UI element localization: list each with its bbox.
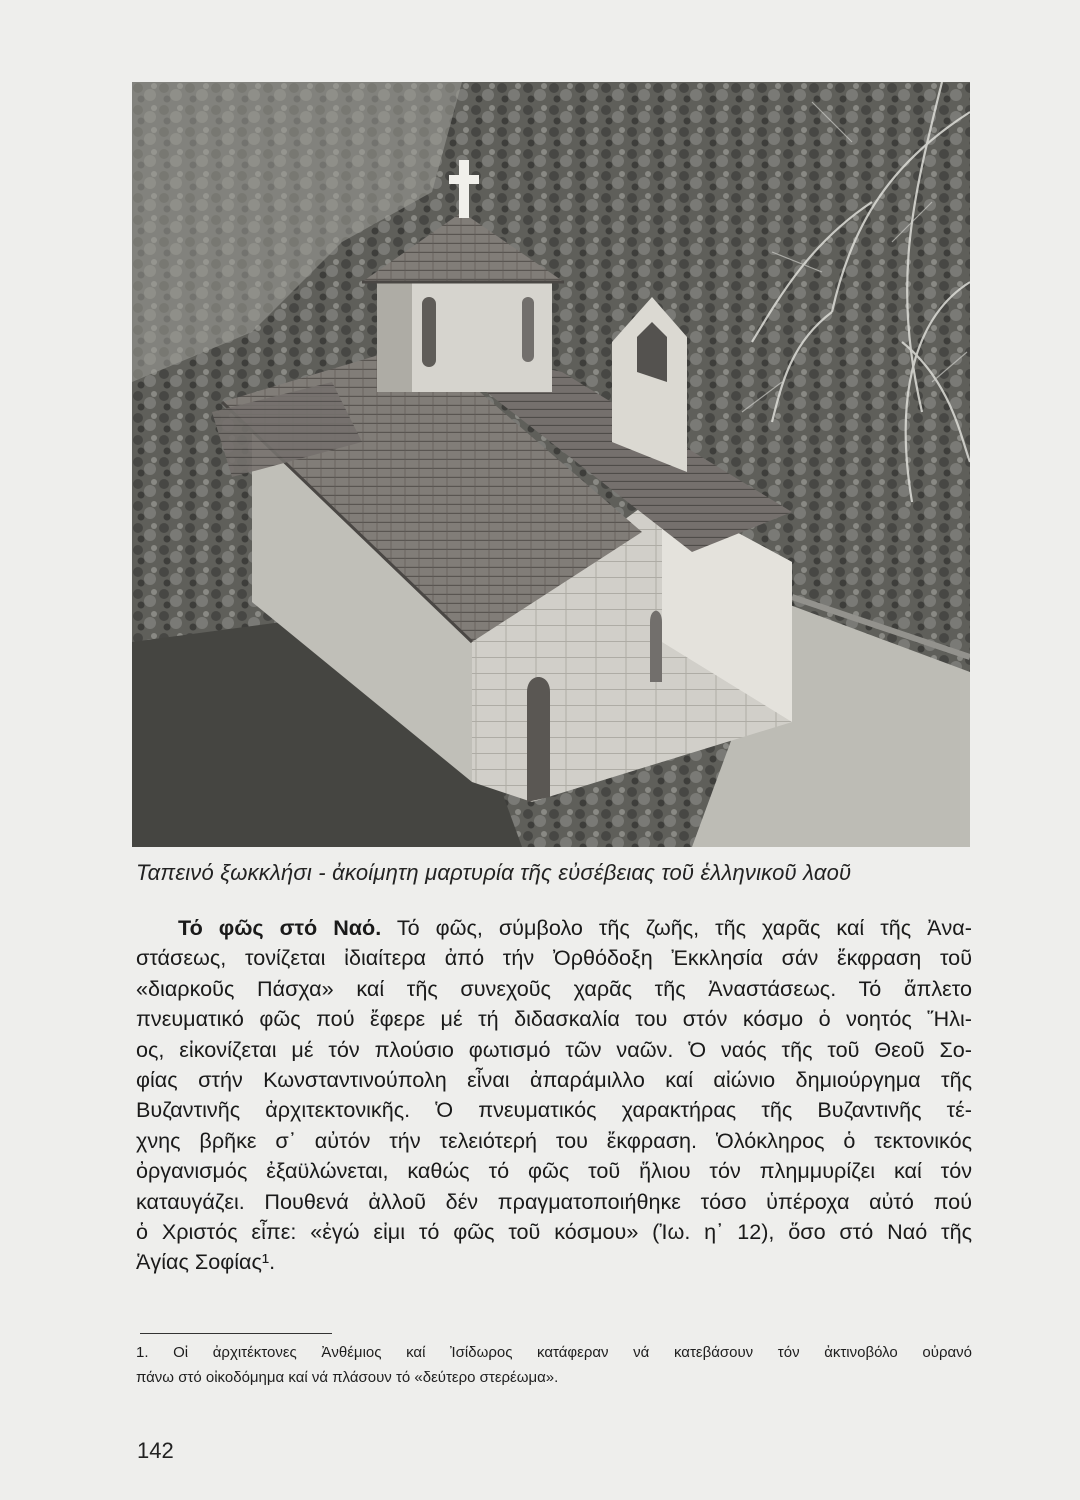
footnote-line-2: πάνω στό οἰκοδόμημα καί νά πλάσουν τό «δεύτερο στερέωμα». xyxy=(136,1368,559,1386)
footnote-line-1: 1. Οἱ ἀρχιτέκτονες Ἀνθέμιος καί Ἰσίδωρος κατάφεραν νά κατεβάσουν τόν ἀκτινοβόλο οὐρανό xyxy=(136,1344,972,1361)
footnote xyxy=(136,1341,972,1390)
paragraph-line-6: φίας στήν Κωνσταντινούπολη εἶναι ἀπαράμιλλο καί αἰώνιο δημιούργημα τῆς xyxy=(136,1067,972,1093)
paragraph-line-8: χνης βρῆκε σ᾽ αὐτόν τήν τελειότερή του ἔκφραση. Ὁλόκληρος ὁ τεκτονικός xyxy=(136,1127,972,1153)
paragraph-line-10: καταυγάζει. Πουθενά ἀλλοῦ δέν πραγματοποιήθηκε τόσο ὑπέροχα αὐτό πού xyxy=(136,1188,972,1214)
paragraph-line-5: ος, εἰκονίζεται μέ τόν πλούσιο φωτισμό τῶν ναῶν. Ὁ ναός τῆς τοῦ Θεοῦ Σο- xyxy=(136,1036,972,1062)
paragraph-line-7: Βυζαντινῆς ἀρχιτεκτονικῆς. Ὁ πνευματικός χαρακτήρας τῆς Βυζαντινῆς τέ- xyxy=(136,1097,972,1123)
paragraph-line-2: στάσεως, τονίζεται ἰδιαίτερα ἀπό τήν Ὀρθόδοξη Ἐκκλησία σάν ἔκφραση τοῦ xyxy=(136,945,972,971)
page-number: 142 xyxy=(137,1438,174,1463)
photo-caption: Ταπεινό ξωκκλήσι - ἀκοίμητη μαρτυρία τῆς εὐσέβειας τοῦ ἑλληνικοῦ λαοῦ xyxy=(136,860,852,885)
paragraph-line-3: «διαρκοῦς Πάσχα» καί τῆς συνεχοῦς χαρᾶς τῆς Ἀναστάσεως. Τό ἄπλετο xyxy=(136,975,972,1001)
chapel-image xyxy=(132,82,970,847)
paragraph-line-11: ὁ Χριστός εἶπε: «ἐγώ εἰμι τό φῶς τοῦ κόσμου» (Ἰω. η᾽ 12), ὅσο στό Ναό τῆς xyxy=(136,1219,972,1245)
paragraph-line-12: Ἁγίας Σοφίας¹. xyxy=(136,1249,276,1275)
chapel-photograph xyxy=(132,82,970,847)
footnote-divider xyxy=(140,1333,332,1334)
section-heading: Τό φῶς στό Ναό. xyxy=(178,915,382,940)
section-body xyxy=(136,913,972,1278)
paragraph-line-1: Τό φῶς στό Ναό. Τό φῶς, σύμβολο τῆς ζωῆς, τῆς χαρᾶς καί τῆς Ἀνα- xyxy=(178,915,972,940)
paragraph-line-4: πνευματικό φῶς πού ἔφερε μέ τή διδασκαλία του στόν κόσμο ὁ νοητός Ἥλι- xyxy=(136,1006,972,1032)
paragraph-line-9: ὀργανισμός ἐξαϋλώνεται, καθώς τό φῶς τοῦ ἥλιου τόν πλημμυρίζει καί τόν xyxy=(136,1158,972,1184)
